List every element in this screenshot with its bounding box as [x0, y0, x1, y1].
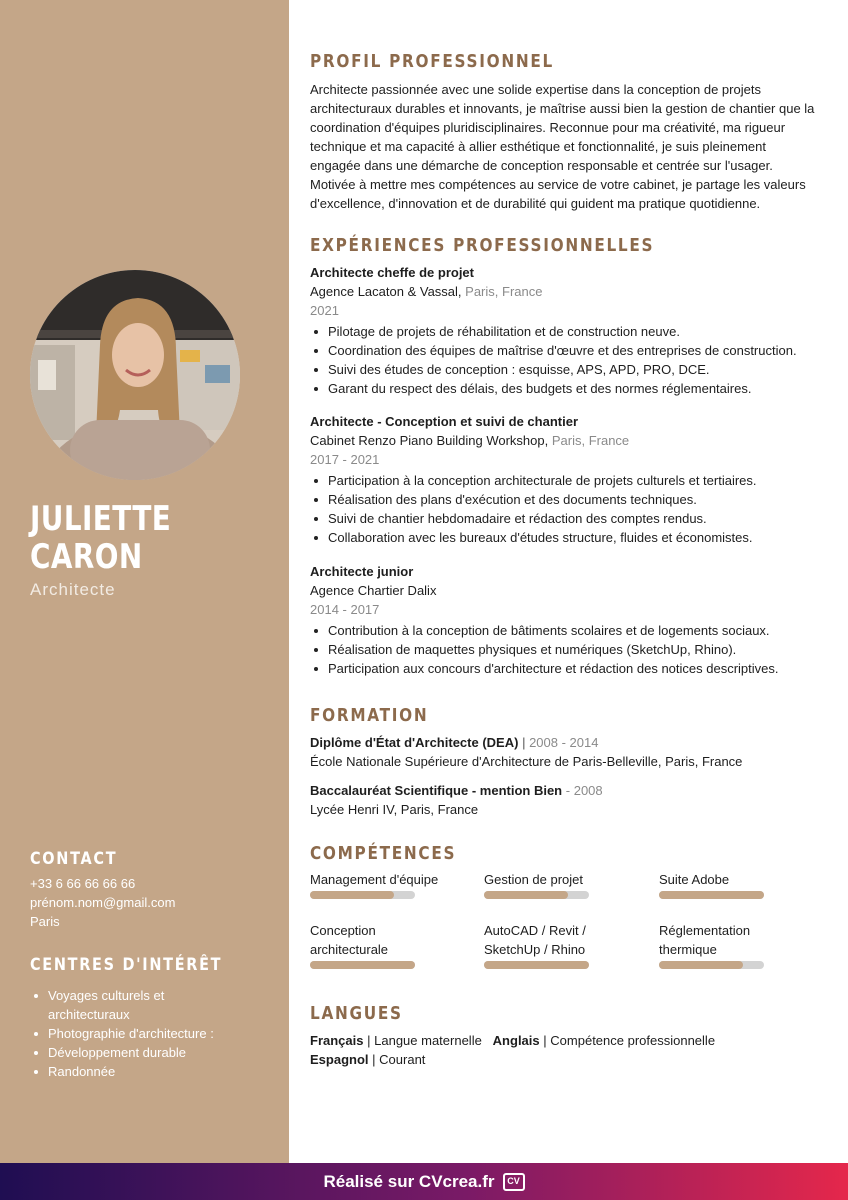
job-task: Collaboration avec les bureaux d'études structure, fluides et économistes.	[328, 528, 820, 547]
job-location: Paris, France	[551, 433, 630, 448]
skill-item	[310, 921, 430, 969]
job-dates: 2017 - 2021	[310, 452, 380, 467]
education-degree-line	[310, 733, 820, 752]
job-tasks	[310, 471, 820, 547]
job-task: Coordination des équipes de maîtrise d'œuvre et des entreprises de construction.	[328, 341, 820, 360]
education-school: Lycée Henri IV, Paris, France	[310, 802, 479, 817]
language-separator: |	[543, 1033, 547, 1048]
language-name: Anglais	[492, 1033, 540, 1048]
language-name: Français	[310, 1033, 364, 1048]
city: Paris	[30, 914, 60, 929]
job-entry	[310, 412, 820, 547]
skill-bar	[484, 891, 589, 899]
job-company-line	[310, 581, 820, 600]
email-address: prénom.nom@gmail.com	[30, 895, 176, 910]
job-tasks	[310, 621, 820, 678]
education-degree: Diplôme d'État d'Architecte (DEA)	[310, 735, 519, 750]
job-task: Garant du respect des délais, des budgets et des normes réglementaires.	[328, 379, 820, 398]
job-company: Agence Lacaton & Vassal,	[310, 284, 462, 299]
education-entry	[310, 781, 820, 819]
contact-details	[30, 874, 175, 931]
language-separator: |	[367, 1033, 371, 1048]
language-level: Courant	[379, 1052, 426, 1067]
skill-label: Réglementation thermique	[659, 923, 751, 957]
skill-label: AutoCAD / Revit / SketchUp / Rhino	[484, 923, 586, 957]
first-name: JULIETTE	[30, 499, 172, 539]
skill-bar-fill	[310, 891, 394, 899]
skill-item	[659, 870, 819, 899]
job-task: Participation aux concours d'architecture et rédaction des notices descriptives.	[328, 659, 820, 678]
education-dates: 2008 - 2014	[529, 735, 599, 750]
profile-text: Architecte passionnée avec une solide expertise dans la conception de projets architecturaux durables et innovants, je maîtrise aussi bien la gestion de chantier que la coordination d'équipes pluridisciplinaires. Reconnue pour ma créativité, ma rigueur technique et ma capacité à allier esthétique et fonctionnalité, je suis pleinement engagée dans une démarche de conception responsable et centrée sur l'usager. Motivée à mettre mes compétences au service de votre cabinet, je partage les valeurs d'excellence, d'innovation et de durabilité qui guident ma pratique quotidienne.	[310, 82, 815, 211]
footer-banner[interactable]	[0, 1163, 848, 1200]
skills-heading: COMPÉTENCES	[310, 843, 457, 864]
job-position: Architecte - Conception et suivi de chantier	[310, 414, 578, 429]
job-task: Participation à la conception architecturale de projets culturels et tertiaires.	[328, 471, 820, 490]
job-entry	[310, 263, 820, 398]
job-position: Architecte cheffe de projet	[310, 265, 474, 280]
job-task: Contribution à la conception de bâtiments scolaires et de logements sociaux.	[328, 621, 820, 640]
job-company-line	[310, 282, 820, 301]
education-separator: -	[565, 783, 571, 798]
education-school: École Nationale Supérieure d'Architecture de Paris-Belleville, Paris, France	[310, 754, 743, 769]
skill-item	[484, 870, 644, 899]
language-level: Langue maternelle	[374, 1033, 482, 1048]
job-location: Paris, France	[465, 284, 543, 299]
education-degree-line	[310, 781, 820, 800]
interest-item: Voyages culturels et architecturaux	[48, 986, 248, 1024]
languages-heading: LANGUES	[310, 1003, 403, 1024]
contact-heading: CONTACT	[30, 849, 118, 869]
profile-heading: PROFIL PROFESSIONNEL	[310, 51, 554, 72]
skill-bar	[484, 961, 589, 969]
interest-item: Randonnée	[48, 1062, 248, 1081]
experience-heading: EXPÉRIENCES PROFESSIONNELLES	[310, 235, 655, 256]
job-company-line	[310, 431, 820, 450]
interest-item: Photographie d'architecture :	[48, 1024, 248, 1043]
skill-label: Gestion de projet	[484, 872, 584, 887]
job-task: Réalisation des plans d'exécution et des documents techniques.	[328, 490, 820, 509]
skill-bar-fill	[310, 961, 415, 969]
education-separator: |	[522, 735, 526, 750]
skill-bar-fill	[659, 961, 743, 969]
language-level: Compétence professionnelle	[550, 1033, 716, 1048]
job-tasks	[310, 322, 820, 398]
education-heading: FORMATION	[310, 705, 429, 726]
education-dates: 2008	[573, 783, 603, 798]
job-title: Architecte	[30, 580, 116, 599]
last-name: CARON	[30, 537, 143, 577]
skill-bar	[659, 891, 764, 899]
footer-text[interactable]: Réalisé sur CVcrea.fr	[323, 1171, 495, 1191]
profile-photo	[30, 270, 240, 480]
phone-number: +33 6 66 66 66 66	[30, 876, 136, 891]
job-company: Agence Chartier Dalix	[310, 583, 437, 598]
job-task: Suivi de chantier hebdomadaire et rédaction des comptes rendus.	[328, 509, 820, 528]
job-dates: 2014 - 2017	[310, 602, 380, 617]
job-task: Pilotage de projets de réhabilitation et de construction neuve.	[328, 322, 820, 341]
job-entry	[310, 562, 820, 678]
skill-bar-fill	[484, 891, 568, 899]
interests-list	[48, 986, 248, 1081]
language-name: Espagnol	[310, 1052, 369, 1067]
interest-item: Développement durable	[48, 1043, 248, 1062]
job-task: Suivi des études de conception : esquisse, APS, APD, PRO, DCE.	[328, 360, 820, 379]
education-degree: Baccalauréat Scientifique - mention Bien	[310, 783, 563, 798]
languages-line	[310, 1031, 820, 1050]
job-position: Architecte junior	[310, 564, 414, 579]
skill-label: Suite Adobe	[659, 872, 730, 887]
skill-label: Management d'équipe	[310, 872, 439, 887]
skill-bar	[310, 891, 415, 899]
cv-logo-icon: CV	[503, 1173, 525, 1191]
candidate-name	[30, 500, 171, 576]
skill-label: Conception architecturale	[310, 923, 389, 957]
skill-item	[484, 921, 609, 969]
languages-list	[310, 1031, 820, 1069]
skill-item	[659, 921, 784, 969]
skill-bar-fill	[659, 891, 764, 899]
job-company: Cabinet Renzo Piano Building Workshop,	[310, 433, 549, 448]
interests-heading: CENTRES D'INTÉRÊT	[30, 955, 223, 975]
job-dates: 2021	[310, 303, 339, 318]
job-task: Réalisation de maquettes physiques et numériques (SketchUp, Rhino).	[328, 640, 820, 659]
language-separator: |	[372, 1052, 376, 1067]
skill-item	[310, 870, 470, 899]
skill-bar-fill	[484, 961, 589, 969]
skill-bar	[310, 961, 415, 969]
skill-bar	[659, 961, 764, 969]
sidebar	[0, 0, 289, 1163]
languages-line	[310, 1050, 820, 1069]
education-entry	[310, 733, 820, 771]
portrait-image	[30, 270, 240, 480]
